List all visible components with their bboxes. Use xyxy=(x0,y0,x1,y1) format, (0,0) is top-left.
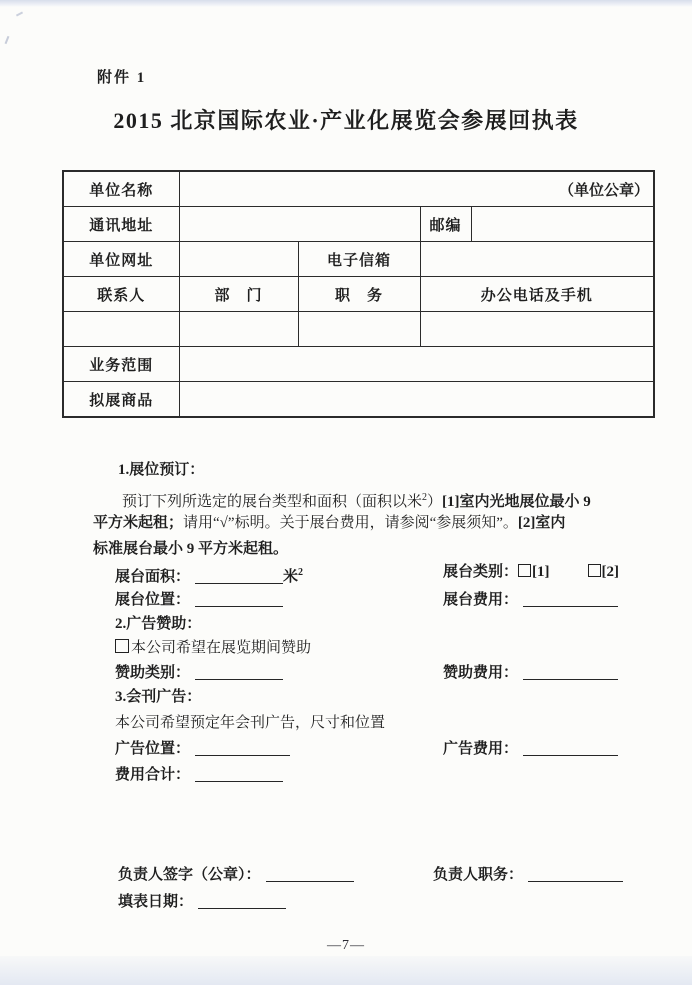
address-input-cell[interactable] xyxy=(179,207,420,242)
sponsor-intro-text: 本公司希望在展览期间赞助 xyxy=(131,640,312,656)
table-row xyxy=(63,347,654,382)
department-label: 部 门 xyxy=(179,277,298,312)
unit-seal-note: （单位公章） xyxy=(559,181,650,199)
journal-intro-row xyxy=(115,713,385,734)
booth-type-label: 展台类别： xyxy=(443,564,519,580)
booth-area-field xyxy=(115,562,303,588)
booking-paragraph-line-2 xyxy=(93,513,565,534)
total-fee-blank[interactable] xyxy=(195,765,283,782)
booth-location-label: 展台位置： xyxy=(115,592,191,608)
sponsor-type-blank[interactable] xyxy=(195,663,283,680)
booth-area-unit: 米 xyxy=(283,569,299,585)
booth-area-blank[interactable] xyxy=(195,567,283,584)
page-title: 2015 北京国际农业·产业化展览会参展回执表 xyxy=(113,108,579,133)
scan-artifact-bottom-band xyxy=(0,956,692,985)
paragraph-text-bold: [2]室内 xyxy=(517,515,566,531)
signer-title-blank[interactable] xyxy=(528,865,623,882)
booth-location-field xyxy=(115,590,283,611)
superscript-2: 2 xyxy=(422,492,428,503)
sponsor-fee-label: 赞助费用： xyxy=(443,665,519,681)
sponsor-fee-field xyxy=(443,663,618,684)
signature-label: 负责人签字（公章）： xyxy=(118,867,261,883)
postcode-label: 邮编 xyxy=(420,207,471,242)
booth-fee-field xyxy=(443,590,618,611)
contact-input-cell[interactable] xyxy=(63,312,179,347)
booth-location-blank[interactable] xyxy=(195,590,283,607)
sponsor-heading: 2.广告赞助： xyxy=(115,616,202,632)
sponsor-fee-blank[interactable] xyxy=(523,663,618,680)
booth-area-label: 展台面积： xyxy=(115,569,191,585)
exhibitor-info-table xyxy=(62,170,655,418)
signature-blank[interactable] xyxy=(266,865,354,882)
table-row xyxy=(63,171,654,207)
website-input-cell[interactable] xyxy=(179,242,298,277)
table-row xyxy=(63,242,654,277)
paragraph-text: 预订下列所选定的展台类型和面积（面积以米 xyxy=(122,494,423,510)
signer-title-label: 负责人职务： xyxy=(433,867,524,883)
superscript-2: 2 xyxy=(298,567,304,578)
paragraph-text-bold: 平方米起租； xyxy=(93,515,184,531)
department-input-cell[interactable] xyxy=(179,312,298,347)
ad-location-label: 广告位置： xyxy=(115,741,191,757)
ad-location-field xyxy=(115,739,290,760)
products-label: 拟展商品 xyxy=(63,382,179,418)
email-input-cell[interactable] xyxy=(420,242,654,277)
scan-artifact-top-band xyxy=(0,0,692,7)
total-fee-row xyxy=(115,765,283,786)
booth-type-checkbox-2[interactable] xyxy=(588,564,601,577)
position-input-cell[interactable] xyxy=(298,312,420,347)
fill-date-blank[interactable] xyxy=(198,892,286,909)
sponsor-intro-row xyxy=(115,638,311,659)
sponsor-type-label: 赞助类别： xyxy=(115,665,191,681)
total-fee-label: 费用合计： xyxy=(115,767,191,783)
attachment-label: 附件 1 xyxy=(97,70,147,86)
sponsor-type-field xyxy=(115,663,283,684)
scan-artifact-mark xyxy=(5,36,10,44)
booth-type-option-2: [2] xyxy=(601,564,620,580)
unit-name-label: 单位名称 xyxy=(63,171,179,207)
table-row xyxy=(63,277,654,312)
signature-field xyxy=(118,865,354,886)
booth-fee-label: 展台费用： xyxy=(443,592,519,608)
booth-type-option-1: [1] xyxy=(532,564,550,580)
page-number: —7— xyxy=(327,938,365,953)
business-scope-label: 业务范围 xyxy=(63,347,179,382)
scan-artifact-mark xyxy=(16,11,23,16)
paragraph-text-bold: [1]室内光地展位最小 9 xyxy=(442,494,591,510)
booking-paragraph-line-1 xyxy=(122,487,591,513)
paragraph-text-bold: 标准展台最小 9 平方米起租。 xyxy=(93,541,289,557)
ad-fee-label: 广告费用： xyxy=(443,741,519,757)
journal-heading: 3.会刊广告： xyxy=(115,689,202,705)
table-row xyxy=(63,312,654,347)
phone-input-cell[interactable] xyxy=(420,312,654,347)
booking-paragraph-line-3 xyxy=(93,539,288,560)
business-scope-input-cell[interactable] xyxy=(179,347,654,382)
table-row xyxy=(63,207,654,242)
sponsor-checkbox[interactable] xyxy=(115,639,129,653)
contact-label: 联系人 xyxy=(63,277,179,312)
ad-fee-blank[interactable] xyxy=(523,739,618,756)
ad-fee-field xyxy=(443,739,618,760)
products-input-cell[interactable] xyxy=(179,382,654,418)
booth-type-checkbox-1[interactable] xyxy=(518,564,531,577)
unit-name-input-cell[interactable] xyxy=(179,171,654,207)
journal-intro-text: 本公司希望预定年会刊广告，尺寸和位置 xyxy=(115,715,386,731)
postcode-input-cell[interactable] xyxy=(471,207,654,242)
table-row xyxy=(63,382,654,418)
ad-location-blank[interactable] xyxy=(195,739,290,756)
phone-label: 办公电话及手机 xyxy=(420,277,654,312)
signer-title-field xyxy=(433,865,623,886)
booth-type-field xyxy=(443,562,619,583)
paragraph-text: 请用“√”标明。关于展台费用，请参阅“参展须知”。 xyxy=(183,515,518,531)
paragraph-text: ） xyxy=(427,494,443,510)
email-label: 电子信箱 xyxy=(298,242,420,277)
fill-date-row xyxy=(118,892,286,913)
fill-date-label: 填表日期： xyxy=(118,894,194,910)
address-label: 通讯地址 xyxy=(63,207,179,242)
website-label: 单位网址 xyxy=(63,242,179,277)
booth-fee-blank[interactable] xyxy=(523,590,618,607)
booking-heading: 1.展位预订： xyxy=(118,462,205,478)
position-label: 职 务 xyxy=(298,277,420,312)
